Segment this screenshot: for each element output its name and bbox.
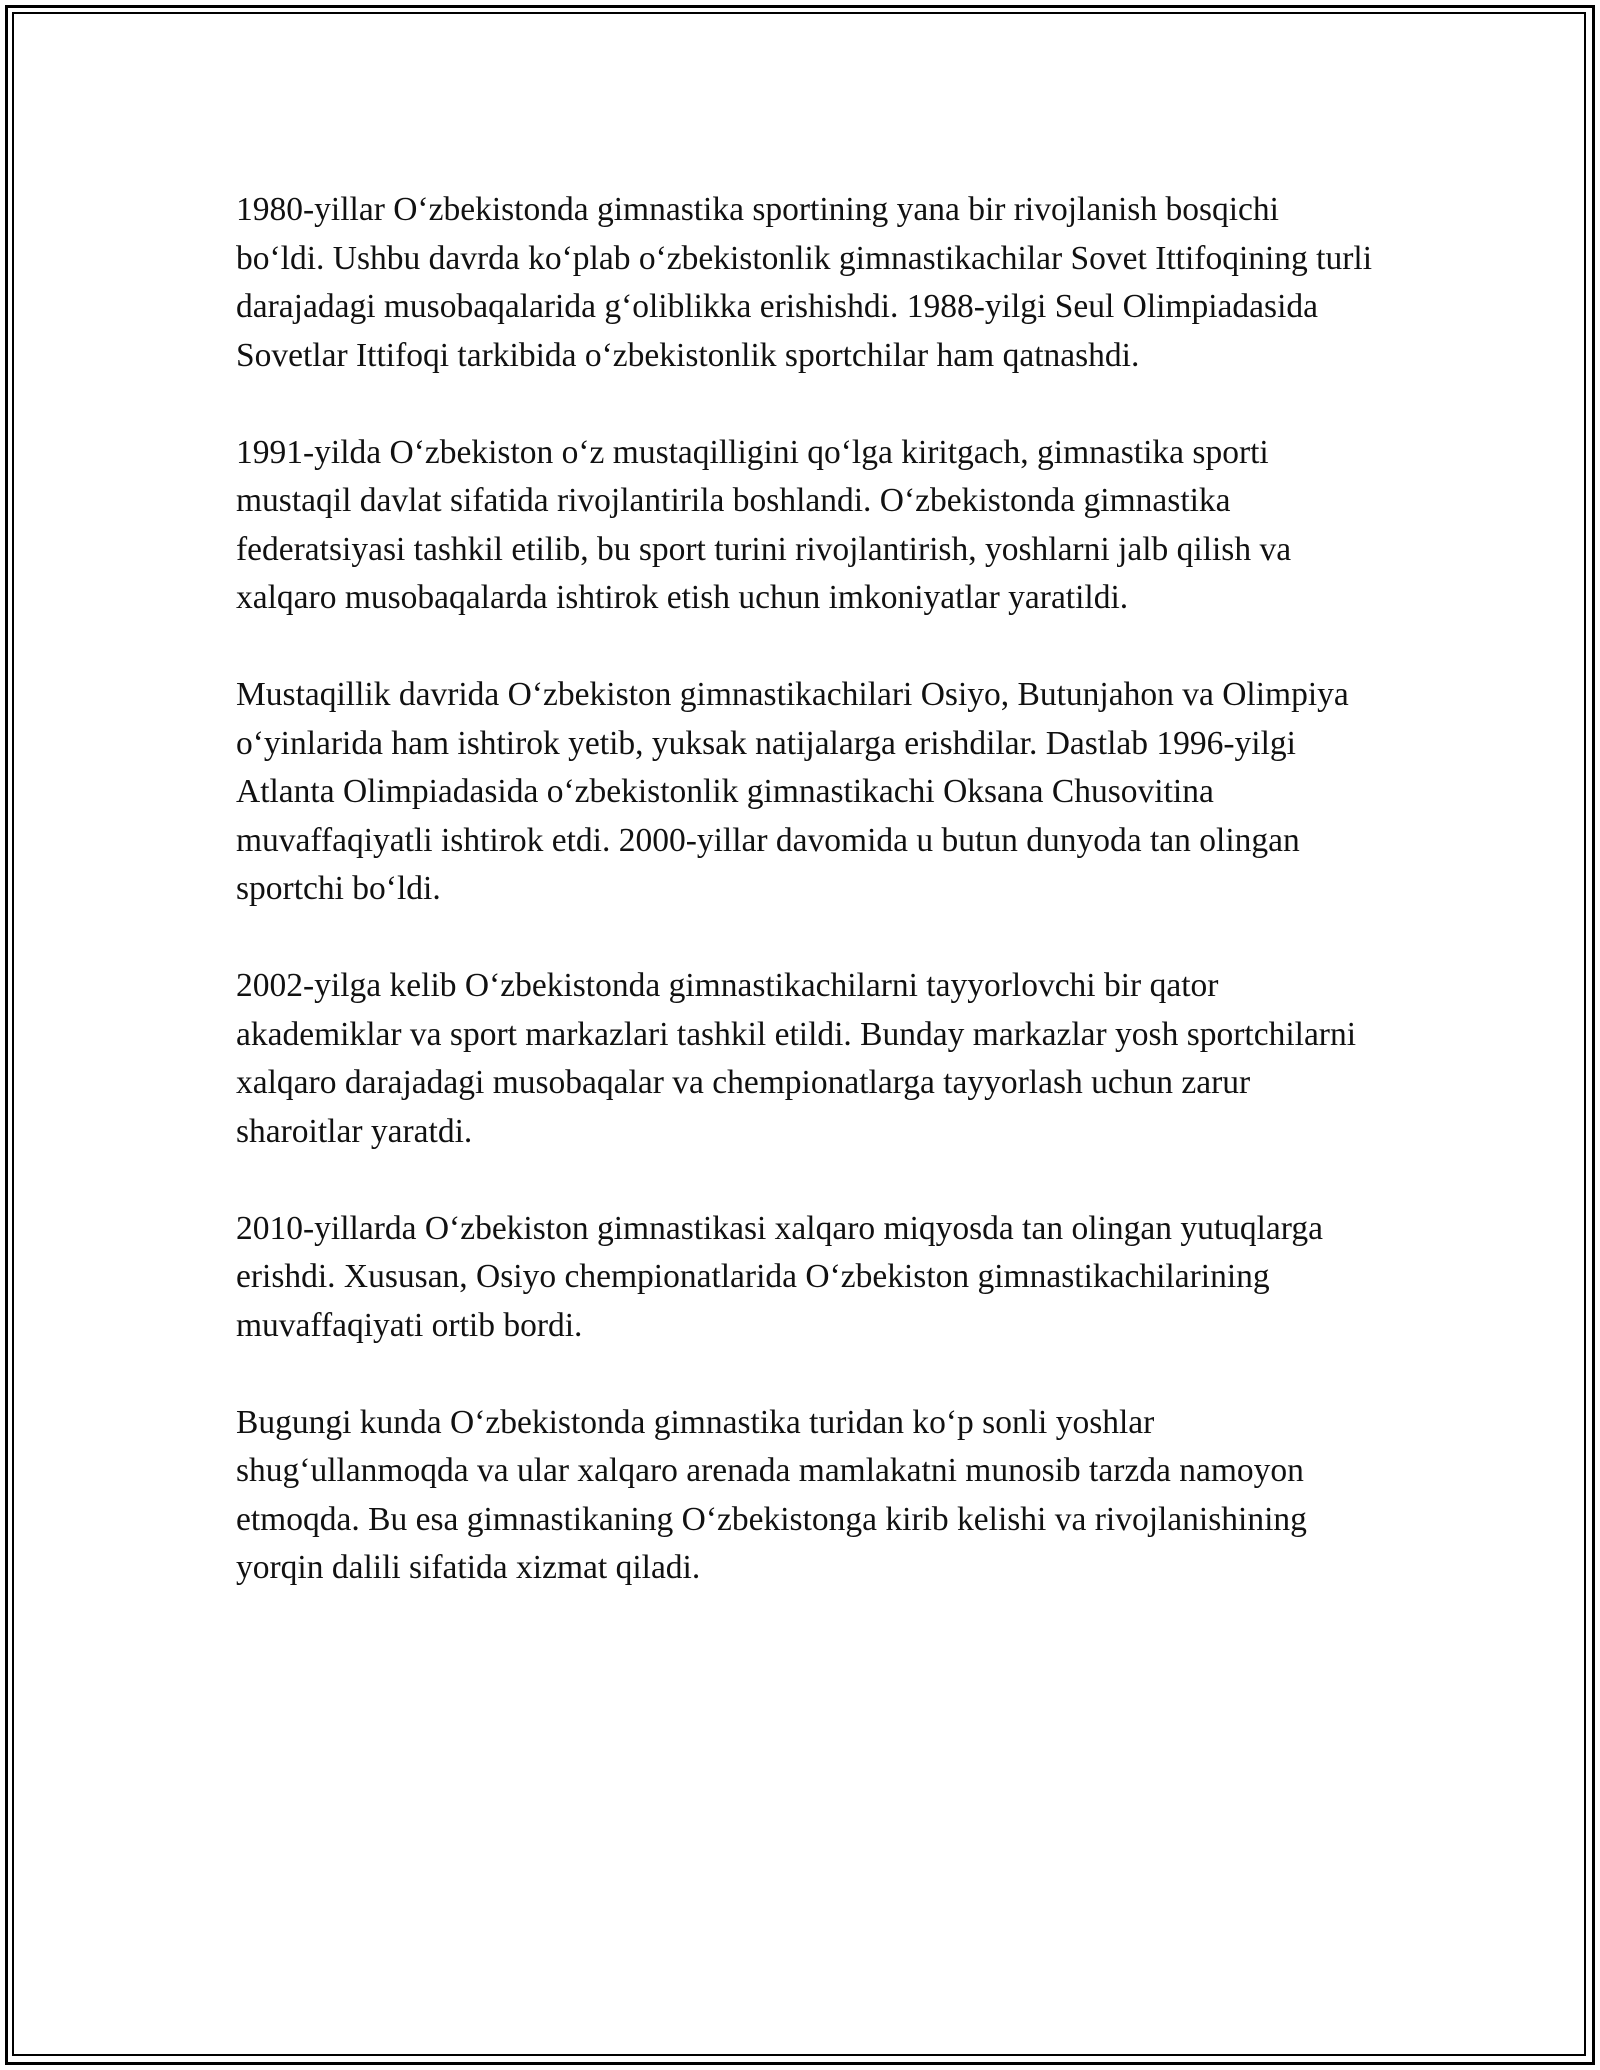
- paragraph-3: Mustaqillik davrida O‘zbekiston gimnastikachilari Osiyo, Butunjahon va Olimpiya o‘yinlarida ham ishtirok yetib, yuksak natijalarga erishdilar. Dastlab 1996-yilgi Atlanta Olimpiadasida o‘zbekistonlik gimnastikachi Oksana Chusovitina muvaffaqiyatli ishtirok etdi. 2000-yillar davomida u butun dunyoda tan olingan sportchi bo‘ldi.: [236, 676, 1349, 907]
- paragraph-6: Bugungi kunda O‘zbekistonda gimnastika turidan ko‘p sonli yoshlar shug‘ullanmoqda va ular xalqaro arenada mamlakatni munosib tarzda namoyon etmoqda. Bu esa gimnastikaning O‘zbekistonga kirib kelishi va rivojlanishining yorqin dalili sifatida xizmat qiladi.: [236, 1403, 1307, 1586]
- paragraph-2: 1991-yilda O‘zbekiston o‘z mustaqilligini qo‘lga kiritgach, gimnastika sporti mustaqil davlat sifatida rivojlantirila boshlandi. O‘zbekistonda gimnastika federatsiyasi tashkil etilib, bu sport turini rivojlantirish, yoshlarni jalb qilish va xalqaro musobaqalarda ishtirok etish uchun imkoniyatlar yaratildi.: [236, 433, 1292, 616]
- paragraph-4: 2002-yilga kelib O‘zbekistonda gimnastikachilarni tayyorlovchi bir qator akademiklar va sport markazlari tashkil etildi. Bunday markazlar yosh sportchilarni xalqaro darajadagi musobaqalar va chempionatlarga tayyorlash uchun zarur sharoitlar yaratdi.: [236, 967, 1357, 1150]
- paragraph-5: 2010-yillarda O‘zbekiston gimnastikasi xalqaro miqyosda tan olingan yutuqlarga erishdi. Xususan, Osiyo chempionatlarida O‘zbekiston gimnastikachilarining muvaffaqiyati ortib bordi.: [236, 1209, 1323, 1344]
- paragraph-1: 1980-yillar O‘zbekistonda gimnastika sportining yana bir rivojlanish bosqichi bo‘ldi. Ushbu davrda ko‘plab o‘zbekistonlik gimnastikachilar Sovet Ittifoqining turli darajadagi musobaqalarida g‘oliblikka erishishdi. 1988-yilgi Seul Olimpiadasida Sovetlar Ittifoqi tarkibida o‘zbekistonlik sportchilar ham qatnashdi.: [236, 191, 1373, 374]
- document-body: [236, 186, 1372, 1641]
